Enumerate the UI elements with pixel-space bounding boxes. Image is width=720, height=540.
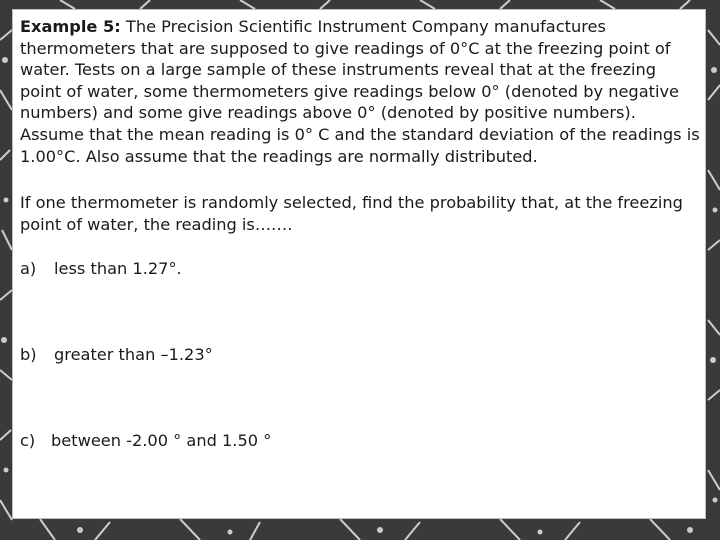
part-c-text: between -2.00 ° and 1.50 ° <box>51 431 272 450</box>
slide-card <box>12 9 706 519</box>
part-a-letter: a) <box>20 259 37 278</box>
part-c-letter: c) <box>20 431 36 450</box>
example-text: The Precision Scientific Instrument Company manufactures thermometers that are supposed to give readings of 0°C at the freezing point of water. Tests on a large sample of these instruments reveal that at the freezing point of water, some thermometers give readings below 0° (denoted by negative numbers) and some give readings above 0° (denoted by positive numbers). Assume that the mean reading is 0° C and the standard deviation of the readings is 1.00°C. Also assume that the readings are normally distributed. <box>20 17 700 166</box>
part-a-text: less than 1.27°. <box>54 259 182 278</box>
example-paragraph <box>20 16 702 167</box>
part-b-text: greater than –1.23° <box>54 345 213 364</box>
part-b-letter: b) <box>20 345 37 364</box>
part-c <box>20 430 271 452</box>
example-label: Example 5: <box>20 17 121 36</box>
part-b <box>20 344 213 366</box>
part-a <box>20 258 182 280</box>
slide-content <box>20 16 702 450</box>
question-text: If one thermometer is randomly selected, find the probability that, at the freezing point of water, the reading is……. <box>20 193 683 234</box>
